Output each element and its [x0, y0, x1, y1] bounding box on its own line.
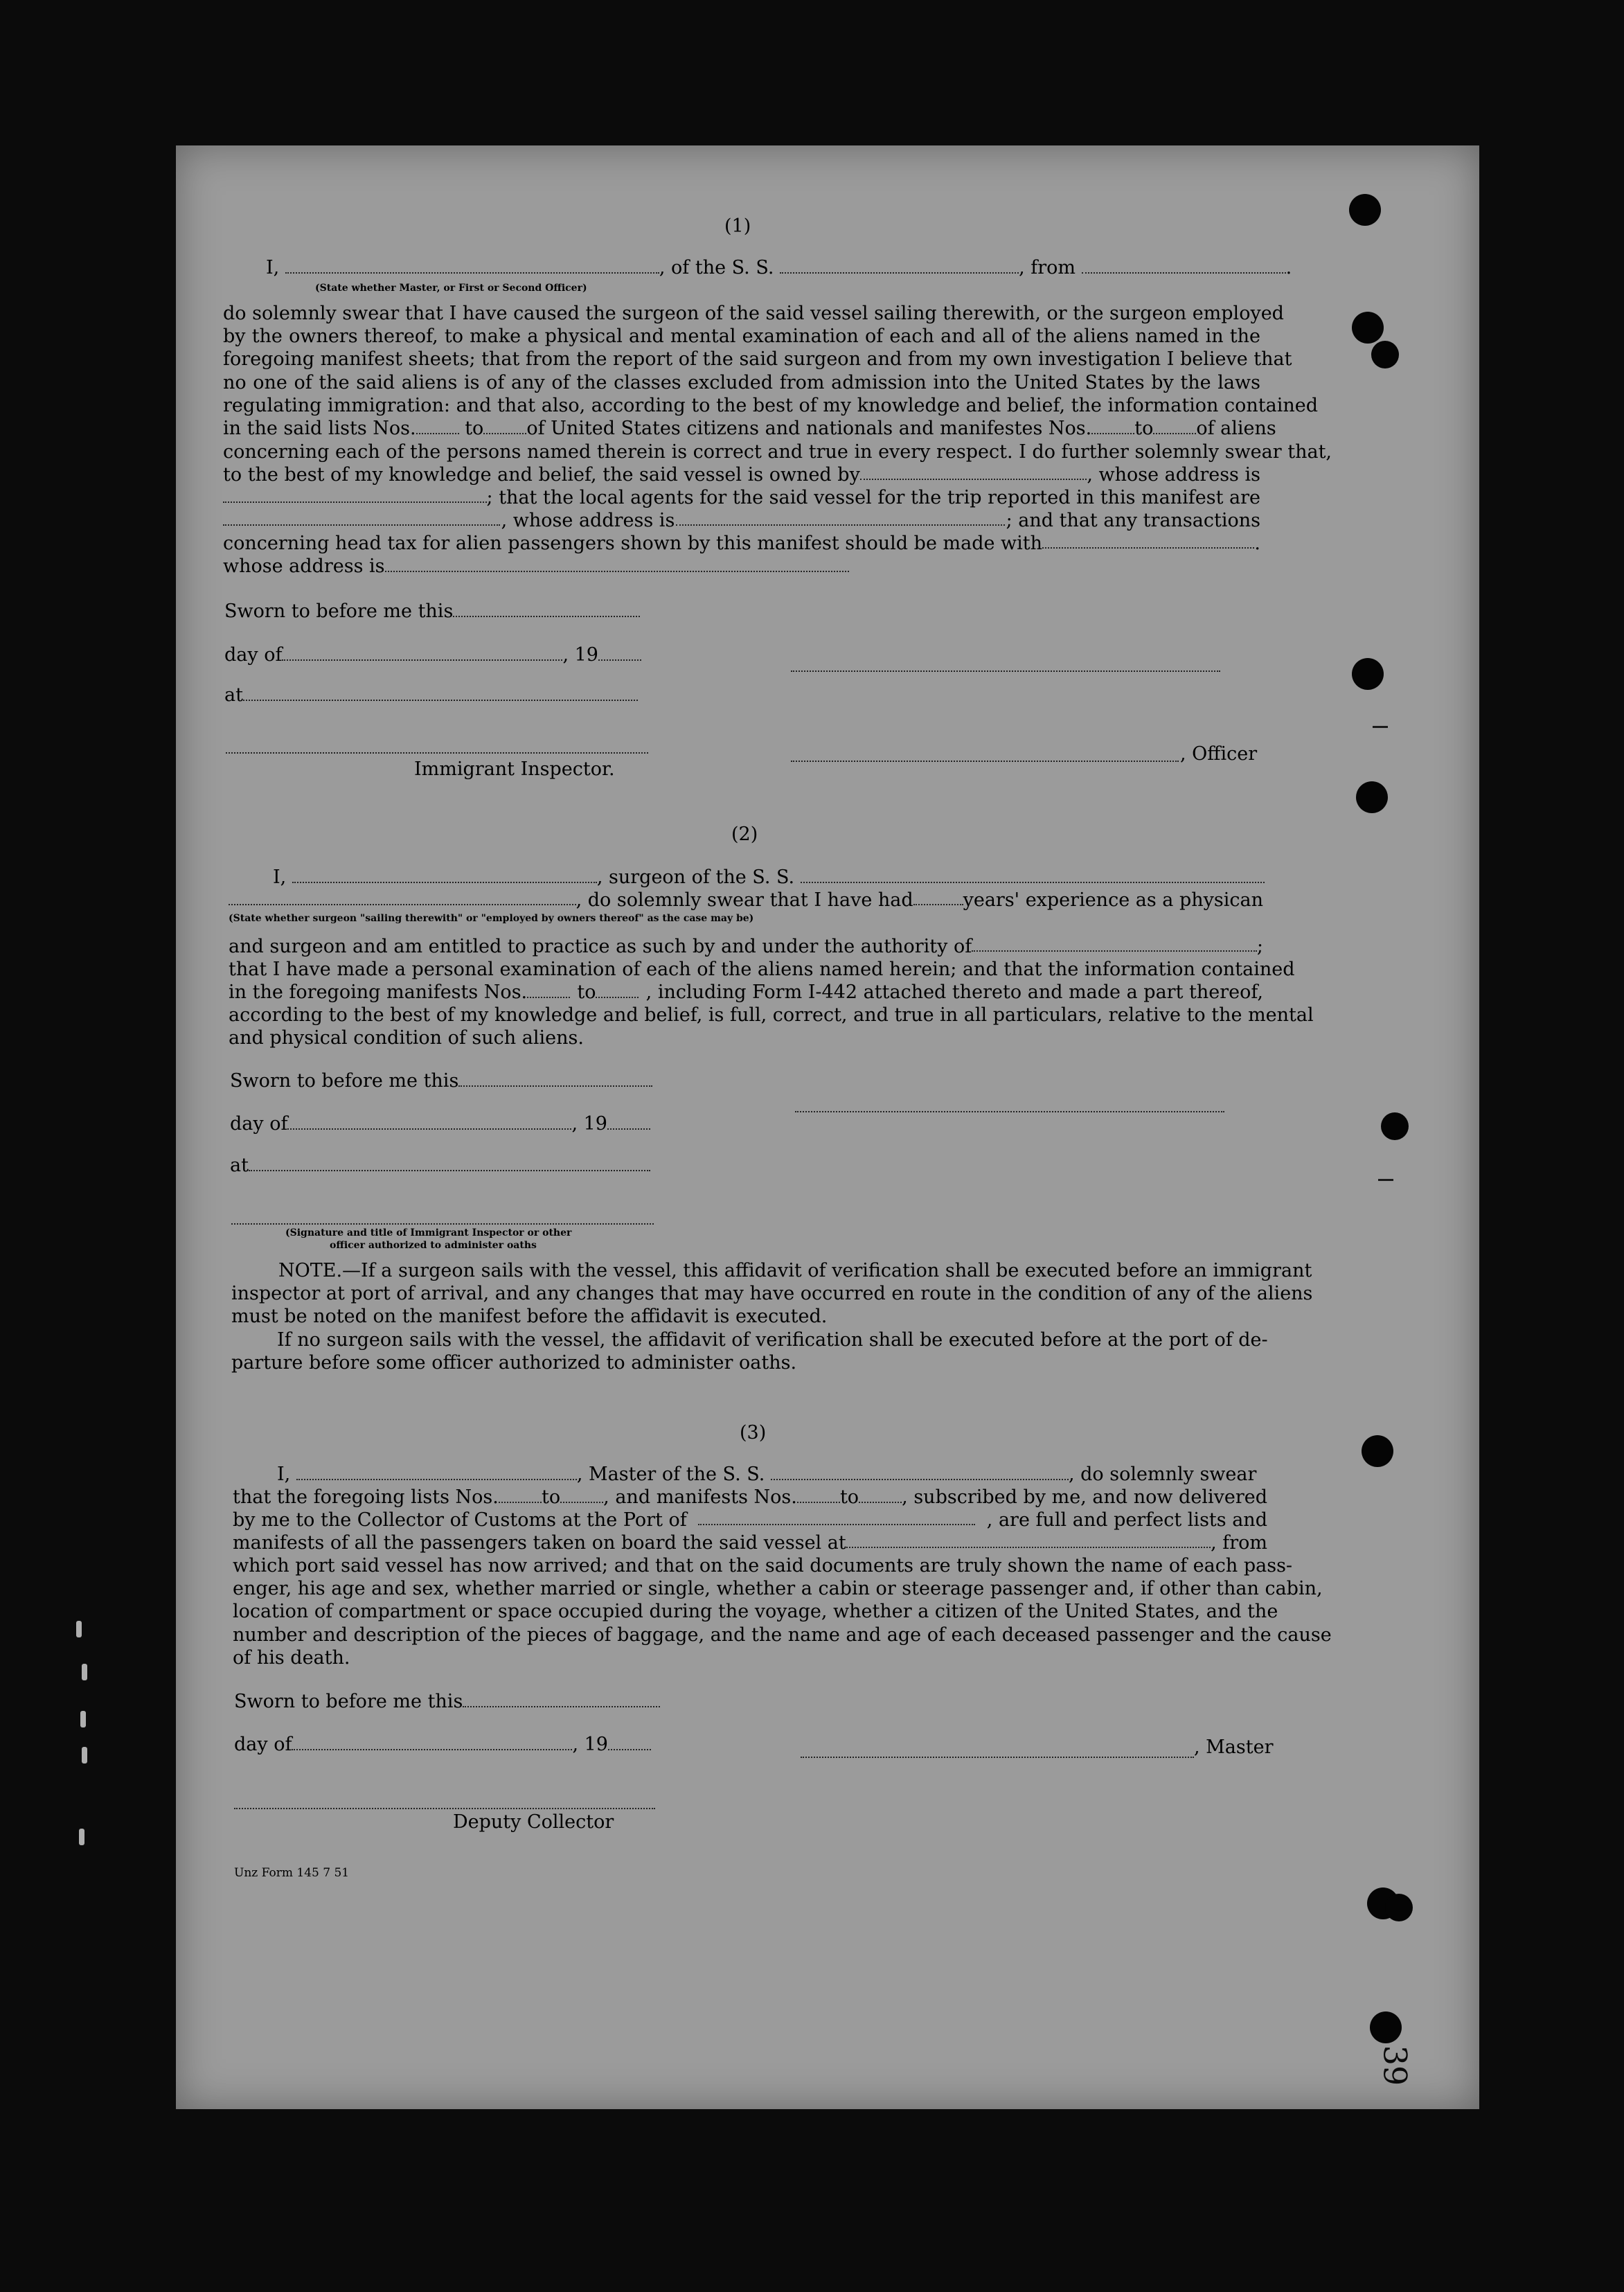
section-1-line1 — [266, 256, 1292, 279]
head-tax-label: concerning head tax for alien passengers shown by this manifest should be made with — [223, 533, 1043, 554]
authority-field[interactable] — [972, 935, 1257, 952]
owner-address-field[interactable] — [223, 486, 487, 503]
lists-to-field[interactable] — [483, 418, 526, 434]
section-3-line2 — [233, 1486, 1267, 1509]
day-of-label: day of — [230, 1113, 288, 1135]
surgeon-signature-line[interactable] — [795, 1111, 1224, 1112]
manifests-to-field[interactable] — [1153, 418, 1196, 434]
note-paragraph — [231, 1259, 1313, 1374]
note-line: parture before some officer authorized to administer oaths. — [231, 1351, 797, 1374]
page-number: 39 — [1376, 2045, 1414, 2086]
section-1-owner-line — [223, 463, 1260, 486]
binder-hole — [1370, 2011, 1402, 2043]
master-label: , Master — [1194, 1736, 1274, 1758]
lists-from-field[interactable] — [416, 418, 459, 434]
manifests-from-field[interactable] — [1091, 418, 1134, 434]
vessel-name-field[interactable] — [780, 257, 1019, 274]
swear-label: , do solemnly swear — [1068, 1464, 1257, 1485]
lists-to-field[interactable] — [560, 1486, 603, 1503]
i-label: I, — [277, 1464, 291, 1485]
manifests-from-field[interactable] — [797, 1486, 840, 1503]
master-name-field[interactable] — [296, 1464, 577, 1480]
body-line: location of compartment or space occupied during the voyage, whether a citizen of the United States, and the — [233, 1601, 1278, 1623]
vessel-name-field[interactable] — [771, 1464, 1069, 1480]
day-of-label: day of — [224, 644, 283, 666]
day-of-1 — [224, 643, 641, 666]
body-line: regulating immigration: and that also, according to the best of my knowledge and belief, the information contained — [223, 394, 1319, 416]
binder-hole — [1352, 658, 1384, 690]
sworn-label: Sworn to before me this — [224, 601, 454, 622]
binder-hole — [1356, 781, 1388, 813]
binder-hole — [1371, 341, 1399, 368]
body-line: according to the best of my knowledge and belief, is full, correct, and true in all particulars, relative to the mental — [229, 1004, 1314, 1026]
agents-field[interactable] — [223, 509, 500, 526]
years-field[interactable] — [913, 889, 963, 905]
surgeon-name-field[interactable] — [292, 867, 597, 883]
head-tax-field[interactable] — [1042, 532, 1254, 549]
address-label: , whose address is — [501, 510, 675, 531]
lists-label: in the said lists Nos. — [223, 418, 416, 439]
section-1-address-line — [223, 555, 849, 578]
collector-label: by me to the Collector of Customs at the Port of — [233, 1509, 687, 1531]
section-3-line3 — [233, 1509, 1267, 1531]
body-line: no one of the said aliens is of any of the classes excluded from admission into the United States by the laws — [223, 371, 1260, 393]
section-2-line1 — [273, 866, 1265, 889]
to-label: to — [839, 1486, 859, 1508]
body-line: number and description of the pieces of baggage, and the name and age of each deceased passenger and the cause — [233, 1624, 1332, 1646]
agents-address-field[interactable] — [676, 509, 1005, 526]
i-label: I, — [266, 257, 280, 278]
at-label: at — [230, 1155, 249, 1176]
head-tax-address-field[interactable] — [385, 556, 849, 572]
master-note: (State whether Master, or First or Second Officer) — [315, 283, 587, 294]
owner-field[interactable] — [860, 463, 1087, 480]
year-field[interactable] — [608, 1734, 651, 1750]
year-label: , 19 — [571, 1113, 607, 1135]
section-1-line7 — [223, 441, 1332, 463]
section-2-line5 — [229, 981, 1263, 1004]
signature-note: (Signature and title of Immigrant Inspector or other — [285, 1227, 572, 1238]
body-line: concerning each of the persons named therein is correct and true in every respect. I do further solemnly swear that, — [223, 441, 1332, 463]
agents-label: ; that the local agents for the said vessel for the trip reported in this manifest are — [486, 487, 1260, 508]
surgeon-of-ss-label: , surgeon of the S. S. — [596, 867, 795, 888]
port-field[interactable] — [698, 1509, 975, 1525]
binder-hole — [1352, 312, 1384, 344]
section-3-line1 — [277, 1463, 1256, 1486]
surgeon-type-field[interactable] — [229, 889, 576, 905]
deputy-collector-label: Deputy Collector — [453, 1811, 614, 1833]
form-label: , including Form I-442 attached thereto and made a part thereof, — [645, 981, 1263, 1003]
month-field[interactable] — [292, 1734, 572, 1750]
boarded-label: manifests of all the passengers taken on board the said vessel at — [233, 1532, 846, 1554]
sworn-date-field[interactable] — [463, 1691, 660, 1707]
section-1-body — [223, 302, 1319, 417]
edge-mark — [1373, 726, 1388, 728]
section-1-headtax-line — [223, 532, 1260, 555]
note-line: NOTE.—If a surgeon sails with the vessel, this affidavit of verification shall be executed before an immigrant — [278, 1260, 1312, 1281]
binder-hole — [1385, 1894, 1413, 1921]
lists-from-field[interactable] — [499, 1486, 542, 1503]
boarding-port-field[interactable] — [846, 1531, 1211, 1548]
experience-label: , do solemnly swear that I have had — [575, 889, 913, 911]
section-2-line6 — [229, 1004, 1314, 1027]
lists-perfect-label: , are full and perfect lists and — [986, 1509, 1267, 1531]
sworn-2 — [230, 1069, 652, 1092]
to-label: to — [541, 1486, 561, 1508]
day-of-label: day of — [234, 1734, 292, 1755]
surgeon-note: (State whether surgeon "sailing therewith" or "employed by owners thereof" as the case may be) — [229, 913, 754, 924]
vessel-name-field[interactable] — [801, 867, 1265, 883]
margin-mark — [82, 1664, 87, 1680]
day-of-2 — [230, 1112, 650, 1135]
lists-label: that the foregoing lists Nos. — [233, 1486, 499, 1508]
body-line: that I have made a personal examination of each of the aliens named herein; and that the information contained — [229, 959, 1295, 980]
manifests-label: of United States citizens and nationals and manifestes Nos. — [526, 418, 1092, 439]
officer-signature-line[interactable] — [791, 761, 1179, 762]
section-1-number: (1) — [724, 215, 751, 237]
from-port-field[interactable] — [1082, 257, 1286, 274]
officer-name-field[interactable] — [285, 257, 659, 274]
sworn-1 — [224, 600, 640, 623]
section-2-line3 — [229, 935, 1263, 958]
inspector-signature-line[interactable] — [231, 1223, 654, 1225]
body-line: do solemnly swear that I have caused the surgeon of the said vessel sailing therewith, or the surgeon employed — [223, 303, 1284, 324]
i-label: I, — [273, 867, 287, 888]
section-3-number: (3) — [740, 1422, 767, 1443]
binder-hole — [1349, 194, 1381, 226]
of-ss-label: , of the S. S. — [659, 257, 774, 278]
section-2-line4 — [229, 958, 1295, 981]
section-1-agents-line — [223, 486, 1260, 509]
section-3-body — [233, 1554, 1332, 1646]
at-2 — [230, 1154, 650, 1177]
manifests-to-field[interactable] — [859, 1486, 902, 1503]
sworn-date-field[interactable] — [453, 601, 640, 617]
at-label: at — [224, 684, 243, 706]
section-2-line2 — [229, 889, 1263, 912]
period: . — [1254, 533, 1260, 554]
year-label: , 19 — [572, 1734, 608, 1755]
collector-signature-line[interactable] — [234, 1808, 655, 1809]
physician-label: years' experience as a physican — [963, 889, 1263, 911]
margin-mark — [80, 1711, 86, 1727]
sworn-label: Sworn to before me this — [230, 1070, 459, 1092]
note-line: If no surgeon sails with the vessel, the affidavit of verification shall be executed before at the port of de- — [277, 1329, 1268, 1351]
place-field[interactable] — [249, 1155, 650, 1171]
to-label: to — [465, 418, 484, 439]
edge-mark — [1378, 1179, 1393, 1181]
aliens-label: of aliens — [1196, 418, 1276, 439]
body-line: which port said vessel has now arrived; and that on the said documents are truly shown the name of each pass- — [233, 1555, 1293, 1576]
body-line: foregoing manifest sheets; that from the report of the said surgeon and from my own investigation I believe that — [223, 348, 1292, 371]
margin-mark — [79, 1829, 84, 1845]
year-field[interactable] — [598, 644, 641, 661]
address-label: , whose address is — [1087, 464, 1260, 486]
address-label: whose address is — [223, 556, 385, 577]
day-of-3 — [234, 1733, 651, 1756]
authority-label: and surgeon and am entitled to practice as such by and under the authority of — [229, 936, 972, 957]
manifests-label: in the foregoing manifests Nos. — [229, 981, 528, 1003]
master-signature-line[interactable] — [801, 1757, 1194, 1758]
sworn-3 — [234, 1690, 660, 1713]
signature-line[interactable] — [791, 670, 1220, 672]
to-label: to — [577, 981, 596, 1003]
to-label: to — [1134, 418, 1154, 439]
note-line: inspector at port of arrival, and any changes that may have occurred en route in the condition of any of the aliens — [231, 1283, 1313, 1305]
sworn-label: Sworn to before me this — [234, 1691, 463, 1712]
section-1-agents-address-line — [223, 509, 1260, 532]
transactions-label: ; and that any transactions — [1006, 510, 1260, 531]
section-2-line7: and physical condition of such aliens. — [229, 1027, 584, 1049]
inspector-label: Immigrant Inspector. — [414, 758, 615, 780]
margin-mark — [76, 1621, 82, 1637]
body-line: enger, his age and sex, whether married or single, whether a cabin or steerage passenger and, if other than cabin, — [233, 1578, 1323, 1600]
form-id: Unz Form 145 7 51 — [234, 1866, 350, 1880]
from-label: , from — [1019, 257, 1076, 278]
month-field[interactable] — [282, 644, 562, 661]
note-line: must be noted on the manifest before the affidavit is executed. — [231, 1306, 828, 1328]
manifests-from-field[interactable] — [527, 981, 570, 998]
section-3-last: of his death. — [233, 1647, 350, 1669]
at-1 — [224, 684, 638, 707]
binder-hole — [1381, 1112, 1409, 1140]
delivered-label: , subscribed by me, and now delivered — [902, 1486, 1267, 1508]
sworn-date-field[interactable] — [458, 1070, 652, 1087]
section-3-line4 — [233, 1531, 1267, 1554]
margin-mark — [82, 1747, 87, 1764]
inspector-signature-line[interactable] — [226, 752, 648, 754]
owned-by-label: to the best of my knowledge and belief, the said vessel is owned by — [223, 464, 860, 486]
signature-note: officer authorized to administer oaths — [330, 1240, 537, 1251]
section-1-lists-line — [223, 417, 1276, 440]
binder-hole — [1362, 1435, 1393, 1467]
semicolon: ; — [1256, 936, 1263, 957]
section-2-number: (2) — [731, 824, 758, 845]
month-field[interactable] — [287, 1113, 571, 1130]
year-label: , 19 — [562, 644, 598, 666]
from-label: , from — [1211, 1532, 1267, 1554]
master-of-ss-label: , Master of the S. S. — [576, 1464, 765, 1485]
officer-label: , Officer — [1180, 743, 1258, 765]
period: . — [1285, 257, 1292, 278]
year-field[interactable] — [607, 1113, 650, 1130]
manifests-label: , and manifests Nos. — [603, 1486, 797, 1508]
place-field[interactable] — [243, 684, 638, 701]
body-line: by the owners thereof, to make a physical and mental examination of each and all of the aliens named in the — [223, 326, 1260, 348]
manifests-to-field[interactable] — [596, 981, 639, 998]
